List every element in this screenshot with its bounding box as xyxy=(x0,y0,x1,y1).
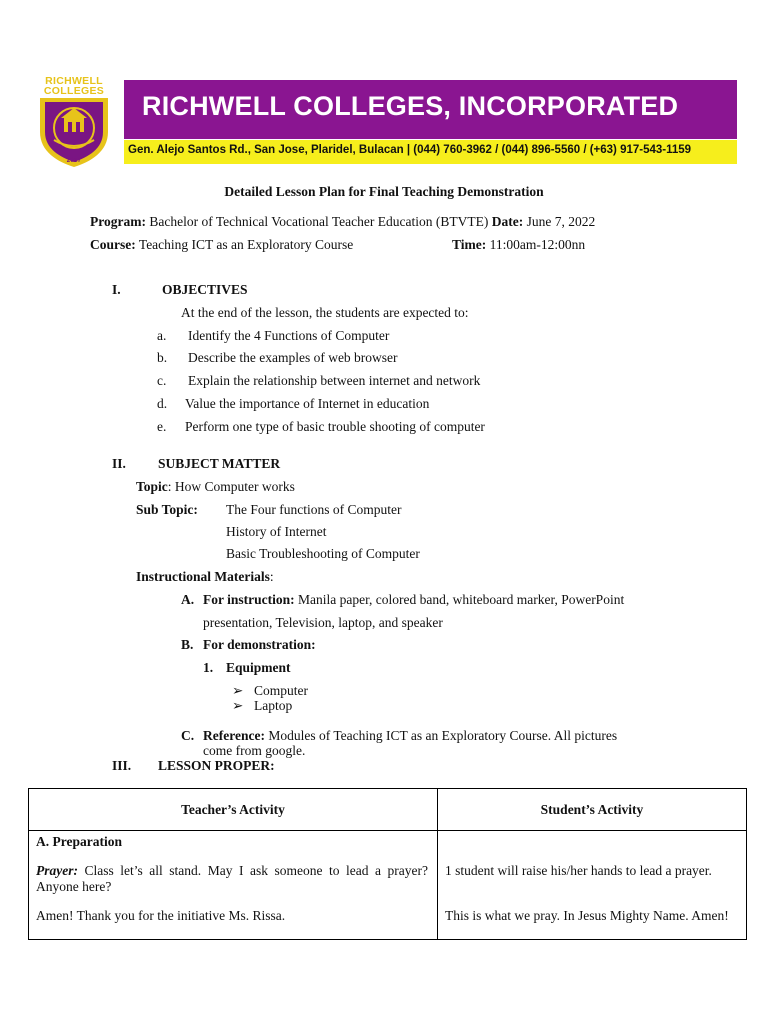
date-value: June 7, 2022 xyxy=(526,214,596,229)
objectives-numeral: I. xyxy=(112,282,121,297)
material-a-line1 xyxy=(203,592,624,608)
address-text: Gen. Alejo Santos Rd., San Jose, Plaridel, Bulacan | (044) 760-3962 / (044) 896-5560 / (+63) 917-543-1159 xyxy=(128,144,692,156)
subject-matter-numeral: II. xyxy=(112,456,126,471)
program-line xyxy=(90,214,595,230)
table-header-row xyxy=(29,789,747,831)
subtopic-item: History of Internet xyxy=(226,524,327,539)
material-a-text: Manila paper, colored band, whiteboard marker, PowerPoint xyxy=(298,592,625,607)
teacher-amen: Amen! Thank you for the initiative Ms. Rissa. xyxy=(36,908,286,923)
document-title: Detailed Lesson Plan for Final Teaching Demonstration xyxy=(224,184,544,199)
program-label: Program: xyxy=(90,214,146,229)
objective-letter: b. xyxy=(157,350,168,365)
objective-letter: a. xyxy=(157,328,167,343)
activity-table xyxy=(28,788,747,940)
objective-letter: c. xyxy=(157,373,167,388)
objective-letter: e. xyxy=(157,419,167,434)
material-a-line2: presentation, Television, laptop, and speaker xyxy=(203,615,443,630)
materials-colon: : xyxy=(269,569,274,584)
student-activity-cell xyxy=(438,831,747,940)
objective-letter: d. xyxy=(157,396,168,411)
student-activity-header: Student’s Activity xyxy=(438,789,747,831)
equipment-number: 1. xyxy=(203,660,214,675)
program-value: Bachelor of Technical Vocational Teacher Education (BTVTE) xyxy=(149,214,489,229)
objectives-heading: OBJECTIVES xyxy=(162,282,248,297)
objective-item: Explain the relationship between internet and network xyxy=(188,373,481,388)
time-value: 11:00am-12:00nn xyxy=(489,237,586,252)
institution-banner xyxy=(124,80,737,139)
prayer-text xyxy=(36,863,428,895)
arrow-bullet-icon: ➢ xyxy=(232,683,244,698)
subject-matter-heading: SUBJECT MATTER xyxy=(158,456,281,471)
material-b-title: For demonstration: xyxy=(203,637,316,652)
material-c-text: Modules of Teaching ICT as an Exploratory Course. All pictures xyxy=(268,728,618,743)
prayer-label: Prayer: xyxy=(36,863,78,878)
material-b-label: B. xyxy=(181,637,194,652)
topic-line xyxy=(136,479,295,495)
time-line xyxy=(452,237,585,253)
materials-line xyxy=(136,569,274,585)
course-label: Course: xyxy=(90,237,136,252)
equipment-title: Equipment xyxy=(226,660,291,675)
logo-text-line2: COLLEGES xyxy=(43,85,105,97)
subtopic-item: Basic Troubleshooting of Computer xyxy=(226,546,420,561)
objective-item: Identify the 4 Functions of Computer xyxy=(188,328,390,343)
institution-name: RICHWELL COLLEGES, INCORPORATED xyxy=(142,91,679,121)
student-reply: This is what we pray. In Jesus Mighty Name. Amen! xyxy=(445,908,729,923)
table-row xyxy=(29,831,747,940)
topic-label: Topic xyxy=(136,479,168,494)
time-label: Time: xyxy=(452,237,487,252)
address-bar xyxy=(124,140,737,164)
objectives-intro: At the end of the lesson, the students are expected to: xyxy=(181,305,469,320)
material-c-title: Reference: xyxy=(203,728,265,743)
teacher-activity-cell xyxy=(29,831,438,940)
objective-item: Perform one type of basic trouble shooting of computer xyxy=(185,419,485,434)
topic-value: : How Computer works xyxy=(167,479,295,494)
material-c-line1 xyxy=(203,728,617,744)
college-logo xyxy=(34,76,114,168)
prayer-body: Class let’s all stand. May I ask someone to lead a prayer? Anyone here? xyxy=(36,863,428,894)
lesson-proper-numeral: III. xyxy=(112,758,132,773)
logo-text-line1: RICHWELL xyxy=(45,75,103,87)
material-a-label: A. xyxy=(181,592,195,607)
date-label: Date: xyxy=(491,214,524,229)
equipment-item: Laptop xyxy=(254,698,293,713)
arrow-bullet-icon: ➢ xyxy=(232,698,244,713)
section-heading: A. Preparation xyxy=(36,834,122,849)
lesson-proper-heading: LESSON PROPER: xyxy=(158,758,275,773)
student-reply: 1 student will raise his/her hands to lead a prayer. xyxy=(445,863,712,878)
teacher-activity-header: Teacher’s Activity xyxy=(29,789,438,831)
subtopic-item: The Four functions of Computer xyxy=(226,502,402,517)
subtopic-label: Sub Topic: xyxy=(136,502,198,517)
material-a-title: For instruction: xyxy=(203,592,295,607)
course-line xyxy=(90,237,353,253)
equipment-item: Computer xyxy=(254,683,308,698)
materials-label: Instructional Materials xyxy=(136,569,270,584)
material-c-line2: come from google. xyxy=(203,743,306,758)
course-value: Teaching ICT as an Exploratory Course xyxy=(138,237,354,252)
logo-year: 2017 xyxy=(66,158,82,164)
objective-item: Value the importance of Internet in education xyxy=(185,396,430,411)
objective-item: Describe the examples of web browser xyxy=(188,350,398,365)
material-c-label: C. xyxy=(181,728,195,743)
